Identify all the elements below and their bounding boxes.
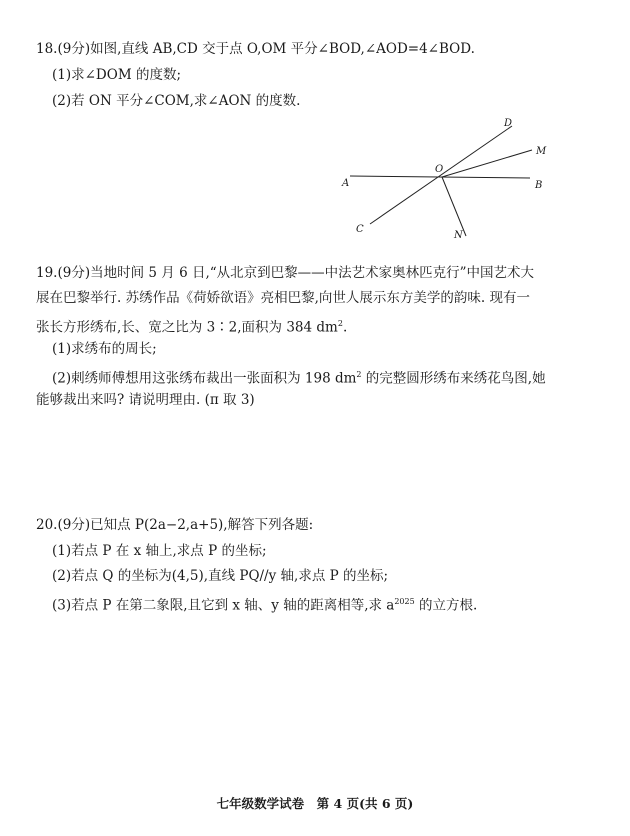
q20-part3-prefix: (3)若点 P 在第二象限,且它到 x 轴、y 轴的距离相等,求 a xyxy=(52,597,395,614)
q20-part2: (2)若点 Q 的坐标为(4,5),直线 PQ//y 轴,求点 P 的坐标; xyxy=(52,568,389,584)
label-o: O xyxy=(435,164,444,175)
q19-points: (9分) xyxy=(57,265,91,281)
q18-number: 18. xyxy=(36,41,58,57)
q19-part2-suffix: 的完整圆形绣布来绣花鸟图,她 xyxy=(361,370,546,387)
line-cd xyxy=(370,126,512,224)
q18-geometry-figure xyxy=(330,108,560,248)
label-b: B xyxy=(535,180,543,191)
q19-part2-line2: 能够裁出来吗? 请说明理由. (π 取 3) xyxy=(36,392,255,408)
ray-om xyxy=(442,150,532,177)
q20-part3-suffix: 的立方根. xyxy=(414,597,478,614)
q19-stem-line3-prefix: 张长方形绣布,长、宽之比为 3∶2,面积为 384 dm xyxy=(36,319,338,336)
q19-stem-line3-sup: 2 xyxy=(337,319,343,328)
label-c: C xyxy=(356,224,364,235)
label-d: D xyxy=(504,118,513,129)
q20-part3 xyxy=(52,593,477,615)
q18-stem-line xyxy=(36,40,475,58)
q19-part2 xyxy=(52,366,546,388)
q18-stem: 如图,直线 AB,CD 交于点 O,OM 平分∠BOD,∠AOD=4∠BOD. xyxy=(90,41,475,57)
q18-points: (9分) xyxy=(57,41,91,57)
page-footer: 七年级数学试卷 第 4 页(共 6 页) xyxy=(216,796,414,811)
label-a: A xyxy=(342,178,350,189)
q20-stem-line xyxy=(36,516,313,534)
q18-part1: (1)求∠DOM 的度数; xyxy=(52,67,181,83)
q20-part3-sup: 2025 xyxy=(394,597,415,606)
q20-stem: 已知点 P(2a−2,a+5),解答下列各题: xyxy=(90,517,314,533)
q20-number: 20. xyxy=(36,517,58,533)
q20-points: (9分) xyxy=(57,517,91,533)
q19-stem-line2: 展在巴黎举行. 苏绣作品《荷娇欲语》亮相巴黎,向世人展示东方美学的韵味. 现有一 xyxy=(36,290,530,306)
q19-stem-line3 xyxy=(36,315,347,337)
label-n: N xyxy=(454,230,463,241)
line-ab xyxy=(350,176,530,178)
q19-stem-line3-suffix: . xyxy=(342,319,348,336)
q18-part2: (2)若 ON 平分∠COM,求∠AON 的度数. xyxy=(52,93,301,109)
q20-part1: (1)若点 P 在 x 轴上,求点 P 的坐标; xyxy=(52,543,267,559)
label-m: M xyxy=(536,146,547,157)
q19-part2-sup: 2 xyxy=(356,370,362,379)
q19-stem-line1-text: 当地时间 5 月 6 日,“从北京到巴黎——中法艺术家奥林匹克行”中国艺术大 xyxy=(90,265,535,281)
ray-on xyxy=(442,177,466,236)
q19-part1: (1)求绣布的周长; xyxy=(52,341,157,357)
q19-stem-line1 xyxy=(36,264,534,282)
q19-number: 19. xyxy=(36,265,58,281)
q19-part2-prefix: (2)刺绣师傅想用这张绣布裁出一张面积为 198 dm xyxy=(52,370,357,387)
